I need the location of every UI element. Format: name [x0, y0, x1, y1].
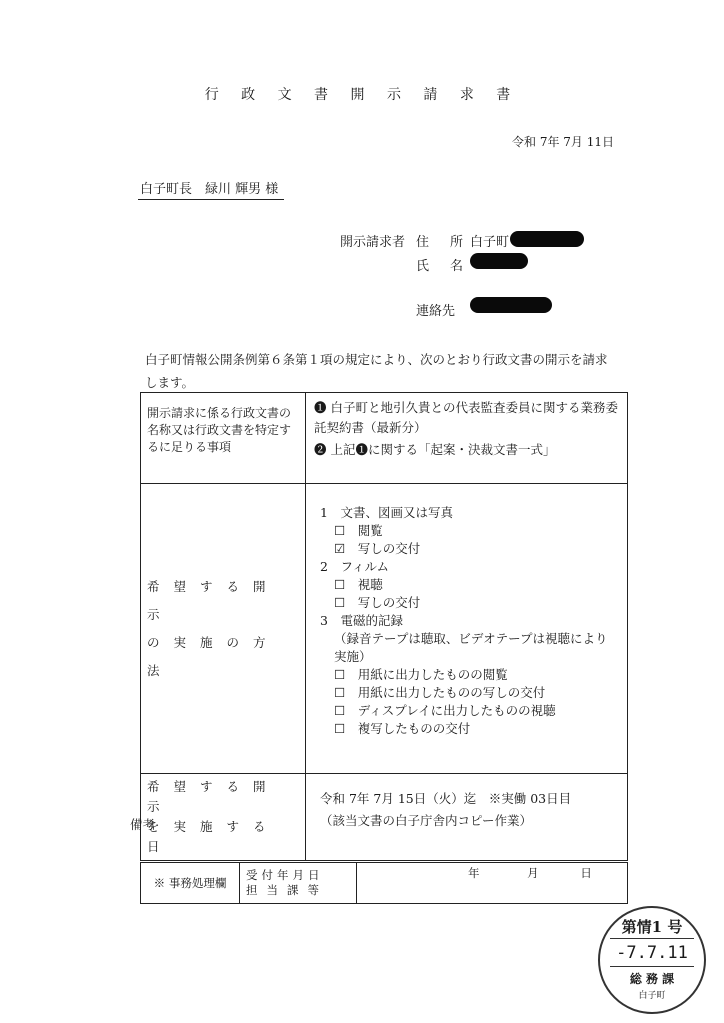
option-film-copy[interactable] — [320, 594, 619, 612]
office-dept-label: 担当課等 — [246, 883, 328, 897]
redaction-address — [510, 231, 584, 247]
checkbox-icon[interactable]: ☐ — [334, 667, 346, 682]
document-title: 行 政 文 書 開 示 請 求 書 — [204, 87, 520, 103]
circle-2-icon: ❷ — [314, 442, 327, 457]
date-label — [141, 774, 306, 861]
option-label: 視聴 — [357, 577, 383, 592]
date-value — [306, 774, 628, 861]
circle-1-icon: ❶ — [314, 400, 327, 415]
stamp-town: 白子町 — [638, 991, 666, 1001]
doc-item-2 — [314, 440, 619, 460]
intro-paragraph: 白子町情報公開条例第６条第１項の規定により、次のとおり行政文書の開示を請求します。 — [145, 352, 608, 390]
option-film-view[interactable] — [320, 576, 619, 594]
option-label: 複写したものの交付 — [357, 721, 471, 736]
office-month: 月 — [527, 866, 539, 880]
option-label: 用紙に出力したものの写しの交付 — [357, 685, 546, 700]
method-label-line2: の実施の方法 — [147, 634, 280, 678]
stamp-date: -7.7.11 — [616, 943, 688, 963]
date-label-line1: 希望する開示 — [147, 779, 280, 814]
office-year: 年 — [468, 866, 480, 880]
option-print-copy[interactable] — [320, 684, 619, 702]
method-options — [306, 484, 628, 774]
option-print-view[interactable] — [320, 666, 619, 684]
stamp-dept: 総 務 課 — [629, 972, 675, 986]
method-label-line1: 希望する開示 — [147, 578, 280, 622]
doc-name-label: 開示請求に係る行政文書の名称又は行政文書を特定するに足りる事項 — [141, 393, 306, 484]
date-label-line2: を実施する日 — [147, 819, 280, 854]
receipt-stamp — [598, 906, 706, 1014]
date-value-line1: 令和 7年 7月 15日（火）迄 ※実働 03日目 — [320, 791, 572, 806]
remarks-label: 備考 — [130, 817, 156, 832]
option-viewing[interactable] — [320, 522, 619, 540]
date-value-line2: （該当文書の白子庁舎内コピー作業） — [320, 813, 533, 828]
office-day: 日 — [580, 866, 592, 880]
name-label: 氏 名 — [416, 259, 468, 274]
request-table — [140, 392, 628, 861]
option-copy[interactable] — [320, 540, 619, 558]
redaction-name — [470, 253, 528, 269]
redaction-contact — [470, 297, 552, 313]
office-date-field[interactable] — [357, 863, 628, 904]
doc-name-value — [306, 393, 628, 484]
section-1-heading: 1 文書、図画又は写真 — [320, 505, 453, 520]
checkbox-icon[interactable]: ☐ — [334, 595, 346, 610]
requester-label: 開示請求者 — [340, 235, 406, 250]
office-sub-labels — [240, 863, 357, 904]
address-label: 住 所 — [416, 235, 468, 250]
option-label: 写しの交付 — [357, 541, 421, 556]
request-date: 令和 7年 7月 11日 — [512, 135, 614, 149]
checkbox-icon[interactable]: ☐ — [334, 685, 346, 700]
doc-item-2-text: 上記❶に関する「起案・決裁文書一式」 — [330, 442, 556, 457]
checked-checkbox-icon[interactable]: ☑ — [334, 541, 346, 556]
contact-label: 連絡先 — [416, 304, 456, 319]
address-value: 白子町 — [470, 235, 510, 250]
section-2-heading: 2 フィルム — [320, 559, 389, 574]
option-display-view[interactable] — [320, 702, 619, 720]
option-duplicate[interactable] — [320, 720, 619, 738]
doc-item-1-text: 白子町と地引久貴との代表監査委員に関する業務委託契約書（最新分） — [314, 400, 619, 435]
section-3-note: （録音テープは聴取、ビデオテープは視聴により実施） — [334, 631, 608, 664]
option-label: 用紙に出力したものの閲覧 — [357, 667, 508, 682]
option-label: ディスプレイに出力したものの視聴 — [357, 703, 556, 718]
section-3-heading: 3 電磁的記録 — [320, 613, 403, 628]
office-label: ※ 事務処理欄 — [141, 863, 240, 904]
method-label — [141, 484, 306, 774]
addressee: 白子町長 緑川 輝男 様 — [138, 178, 284, 200]
checkbox-icon[interactable]: ☐ — [334, 577, 346, 592]
checkbox-icon[interactable]: ☐ — [334, 721, 346, 736]
checkbox-icon[interactable]: ☐ — [334, 523, 346, 538]
stamp-top: 第情1 号 — [621, 918, 683, 936]
option-label: 写しの交付 — [357, 595, 421, 610]
option-label: 閲覧 — [357, 523, 383, 538]
office-processing-table — [140, 862, 628, 904]
checkbox-icon[interactable]: ☐ — [334, 703, 346, 718]
doc-item-1 — [314, 398, 619, 438]
office-receipt-date-label: 受付年月日 — [246, 868, 324, 882]
